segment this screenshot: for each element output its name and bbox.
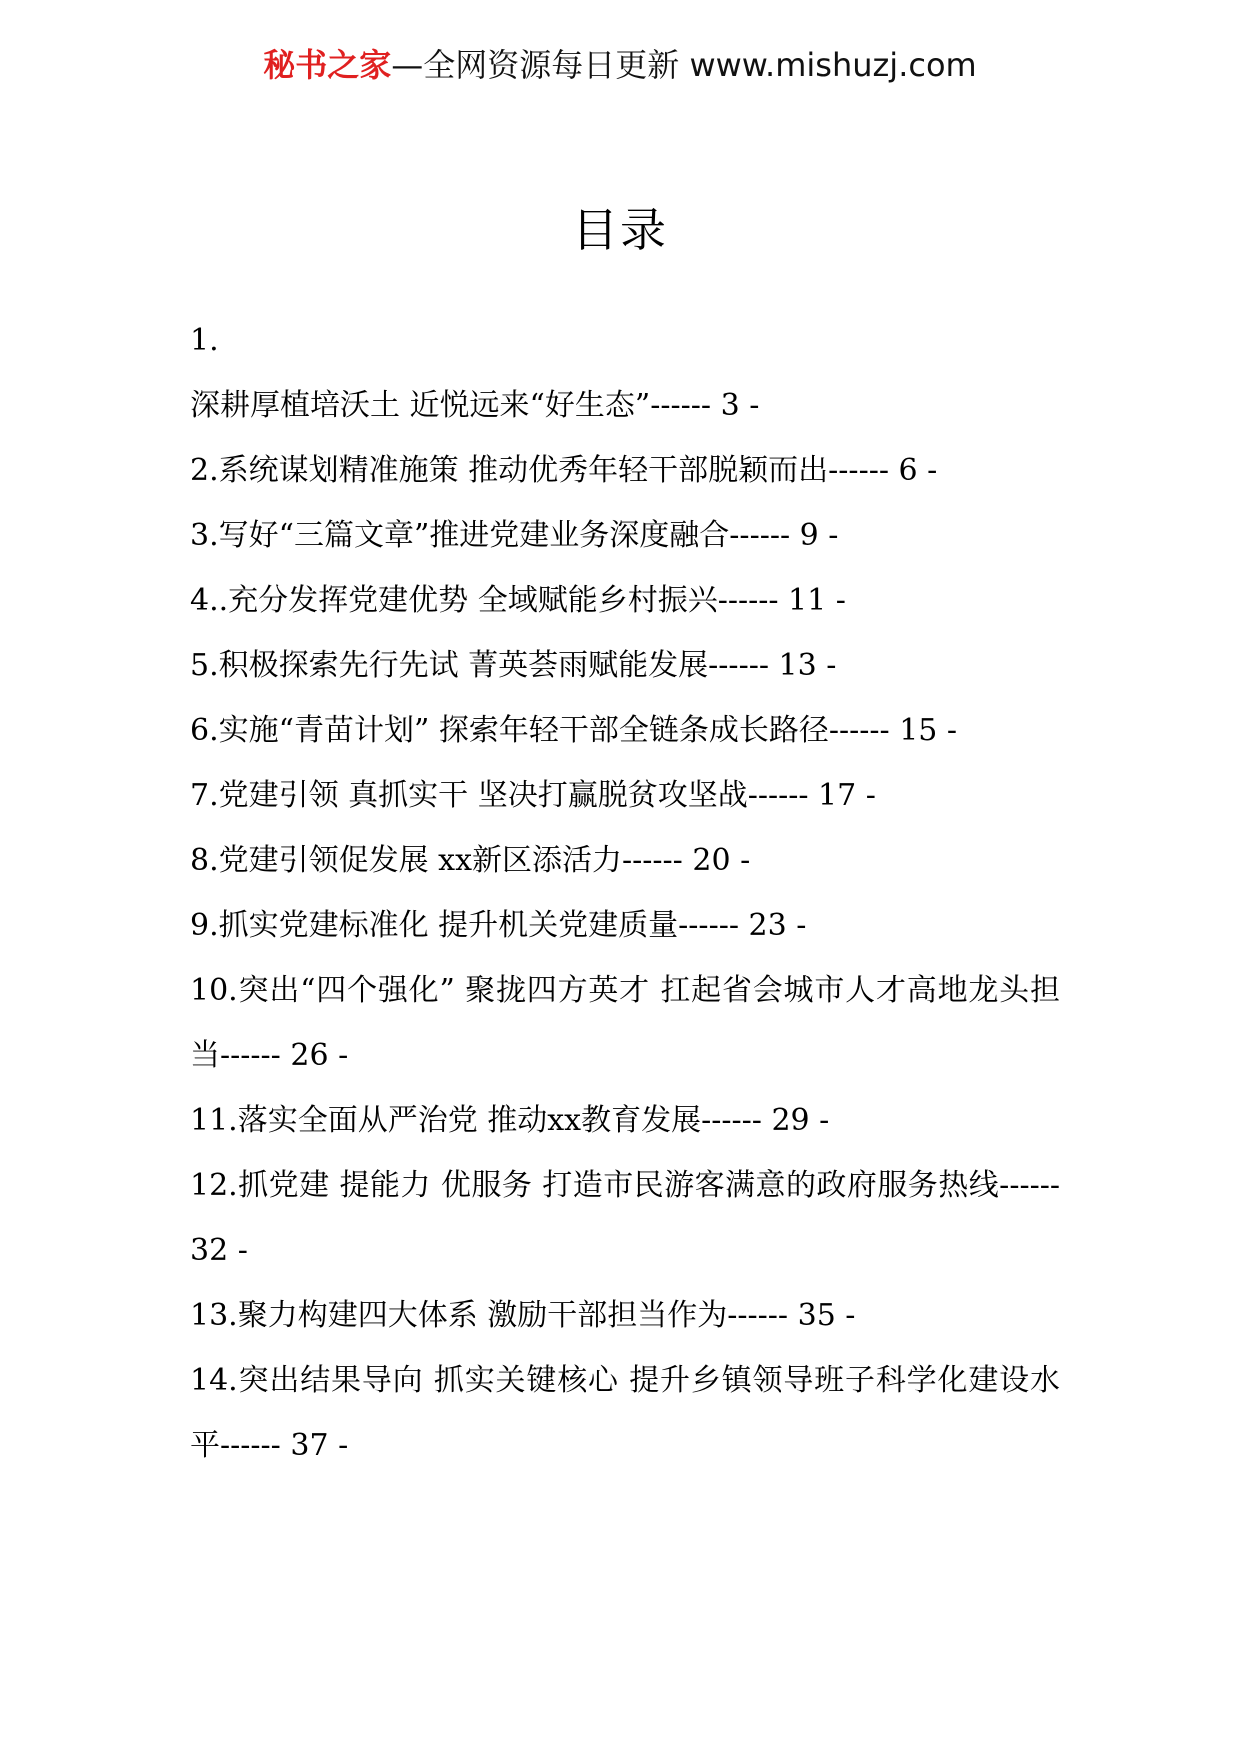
- toc-entry: 11.落实全面从严治党 推动xx教育发展------ 29 -: [190, 1103, 830, 1138]
- toc-entry: 7.党建引领 真抓实干 坚决打赢脱贫攻坚战------ 17 -: [190, 778, 876, 813]
- toc-entry: 9.抓实党建标准化 提升机关党建质量------ 23 -: [190, 908, 807, 943]
- toc-title: 目录: [572, 203, 668, 257]
- toc-entry: 13.聚力构建四大体系 激励干部担当作为------ 35 -: [190, 1298, 856, 1333]
- toc-entry: 1. 深耕厚植培沃土 近悦远来“好生态”------ 3 -: [190, 323, 760, 423]
- toc-entry: 4..充分发挥党建优势 全域赋能乡村振兴------ 11 -: [190, 583, 846, 618]
- toc-entry: 8.党建引领促发展 xx新区添活力------ 20 -: [190, 843, 751, 878]
- toc-entry: 2.系统谋划精准施策 推动优秀年轻干部脱颖而出------ 6 -: [190, 453, 938, 488]
- brand-name: 秘书之家: [263, 46, 392, 84]
- toc-entry: 6.实施“青苗计划” 探索年轻干部全链条成长路径------ 15 -: [190, 713, 958, 748]
- toc-entry: 3.写好“三篇文章”推进党建业务深度融合------ 9 -: [190, 518, 839, 553]
- table-of-contents: [190, 308, 1070, 1478]
- toc-entry: 5.积极探索先行先试 菁英荟雨赋能发展------ 13 -: [190, 648, 837, 683]
- header-tagline: —全网资源每日更新 www.mishuzj.com: [391, 46, 977, 84]
- toc-entry: 14.突出结果导向 抓实关键核心 提升乡镇领导班子科学化建设水平------ 37 -: [190, 1363, 1060, 1463]
- toc-entry: 12.抓党建 提能力 优服务 打造市民游客满意的政府服务热线------ 32 -: [190, 1168, 1070, 1268]
- toc-entry: 10.突出“四个强化” 聚拢四方英才 扛起省会城市人才高地龙头担当------ 26 -: [190, 973, 1060, 1073]
- page-header: [0, 42, 1240, 88]
